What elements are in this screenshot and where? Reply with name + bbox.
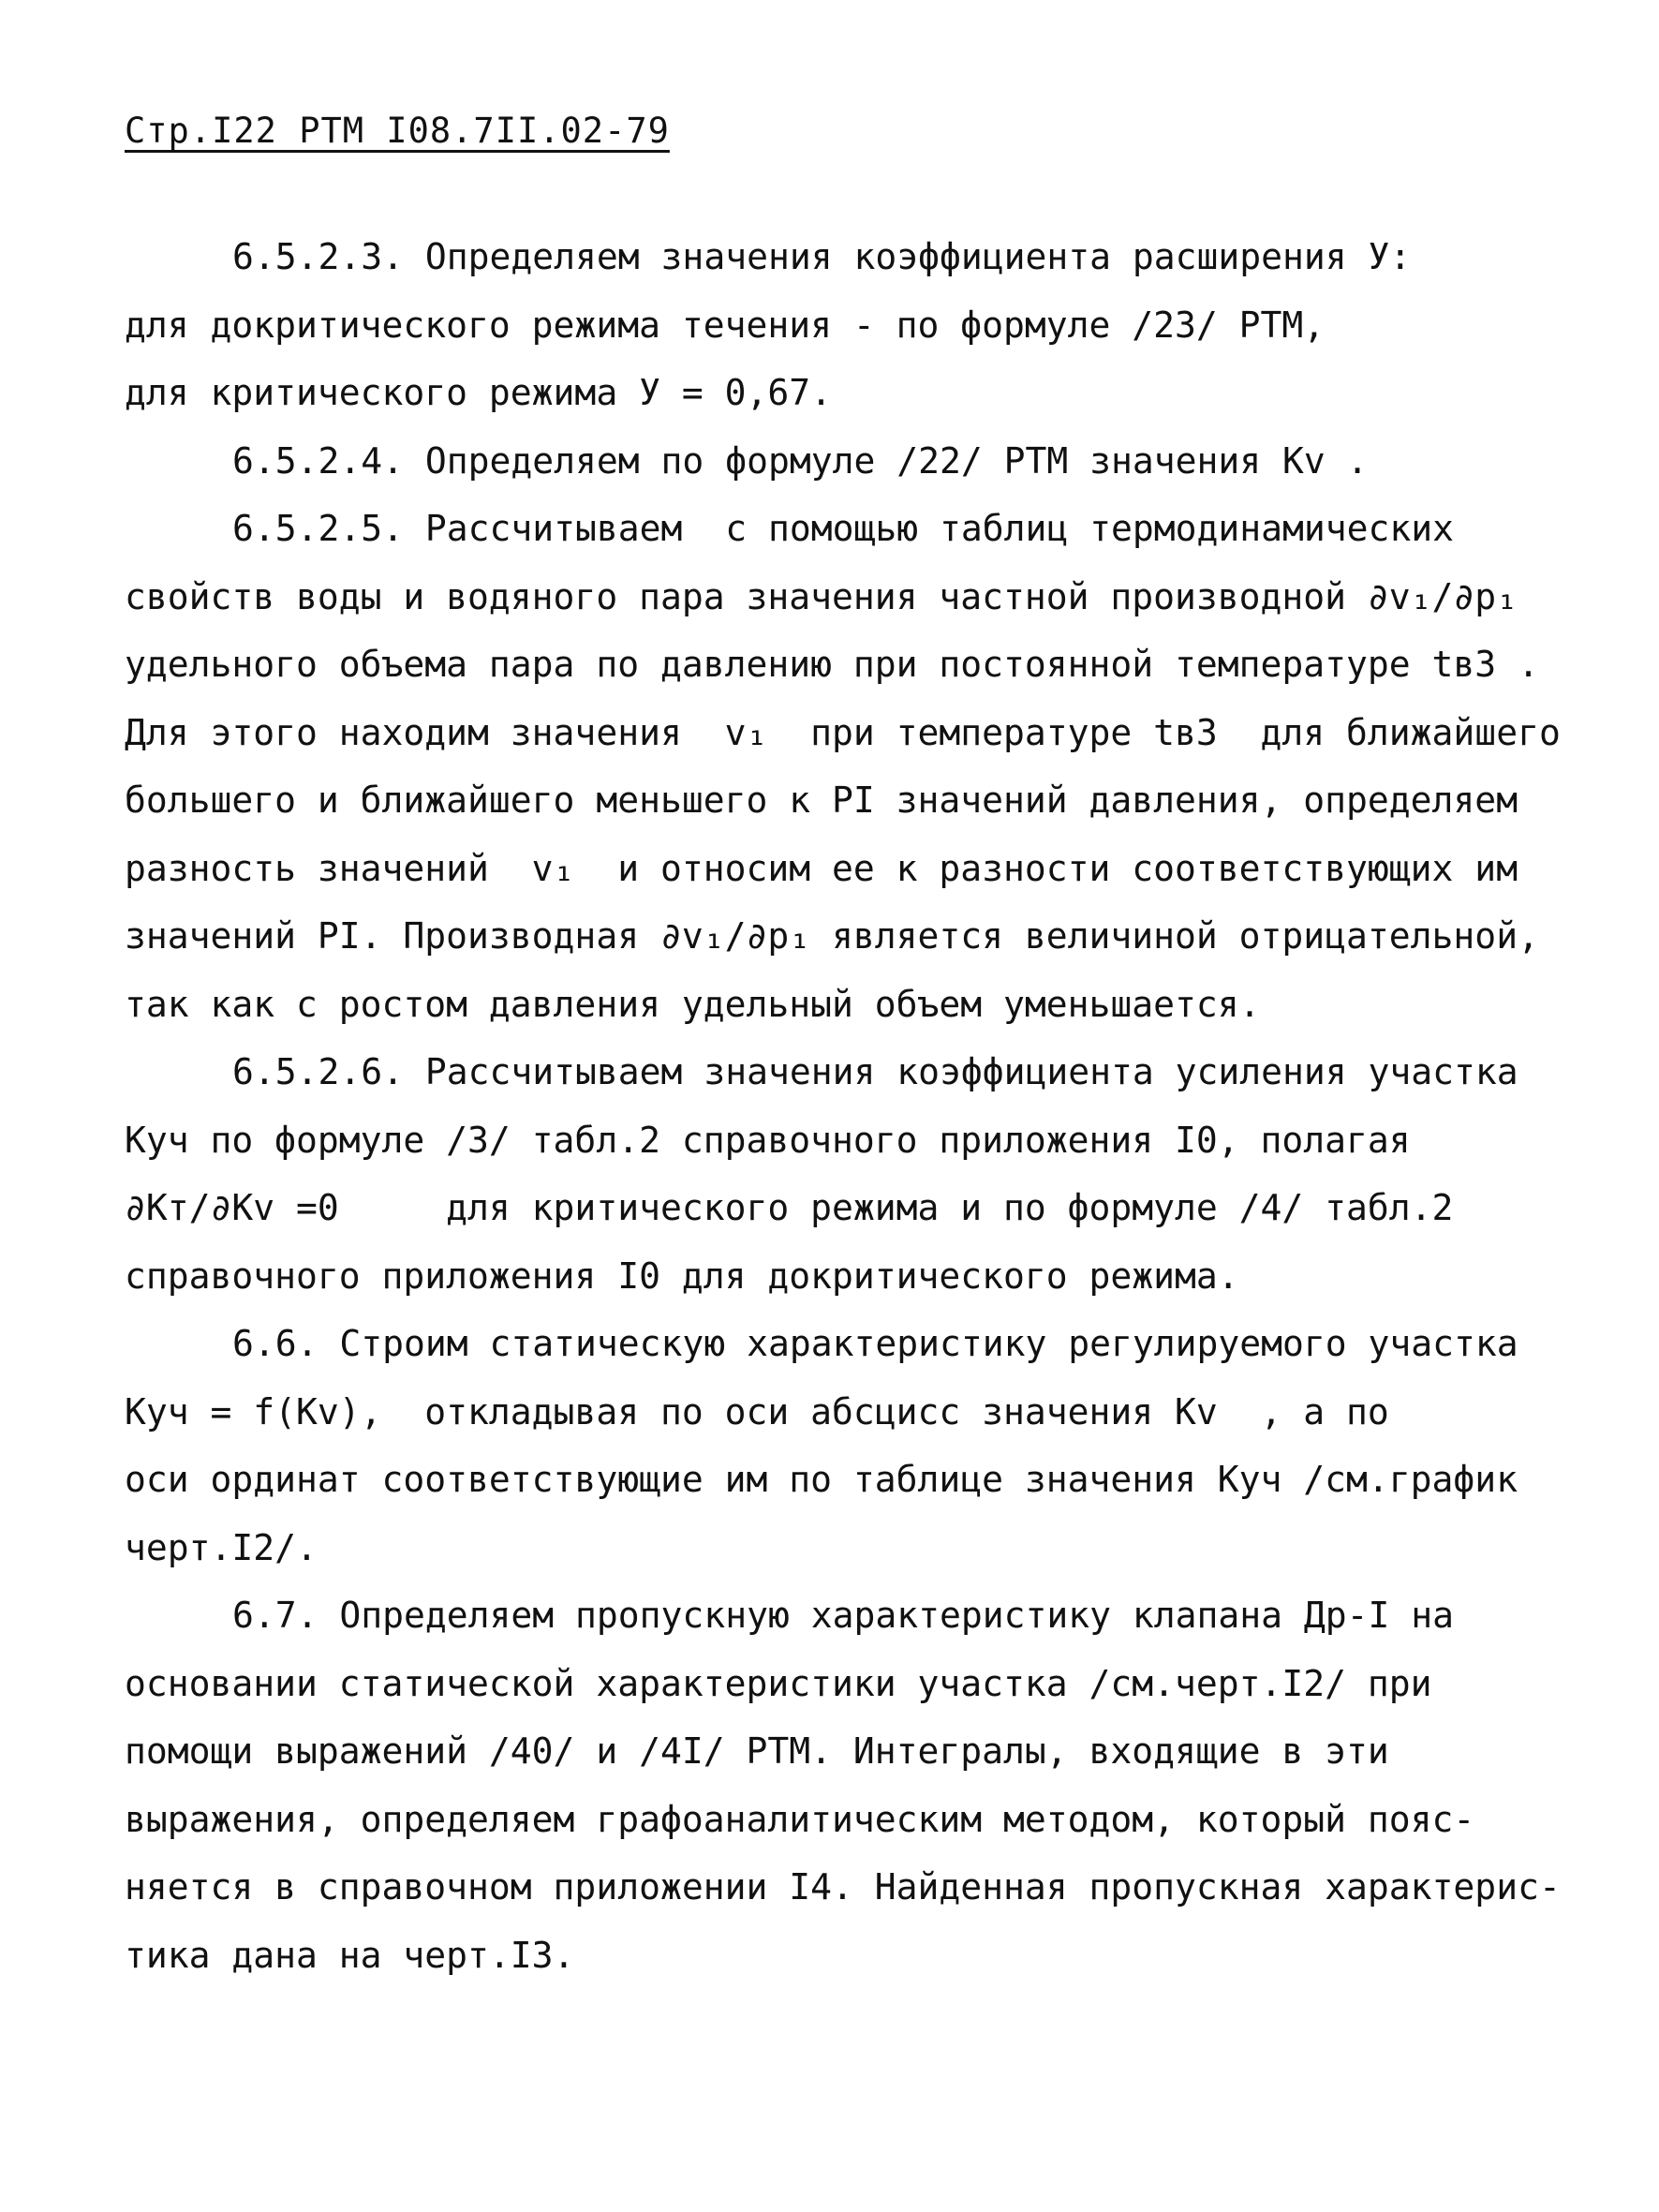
text-line: тика дана на черт.I3.: [125, 1934, 575, 1976]
text-line: 6.5.2.5. Рассчитываем с помощью таблиц термодинамических: [232, 508, 1455, 549]
text-line: 6.5.2.6. Рассчитываем значения коэффициента усиления участка: [232, 1051, 1518, 1092]
text-line: основании статической характеристики участка /см.черт.I2/ при: [125, 1662, 1432, 1704]
text-line: 6.5.2.3. Определяем значения коэффициента расширения У:: [232, 236, 1412, 277]
text-line: свойств воды и водяного пара значения частной производной ∂v₁/∂p₁: [125, 575, 1518, 617]
text-line: значений PI. Производная ∂v₁/∂p₁ является величиной отрицательной,: [125, 915, 1539, 957]
text-line: разность значений v₁ и относим ее к разности соответствующих им: [125, 847, 1518, 889]
text-line: удельного объема пара по давлению при постоянной температуре tв3 .: [125, 644, 1539, 685]
text-line: Для этого находим значения v₁ при температуре tв3 для ближайшего: [125, 711, 1561, 753]
text-line: справочного приложения I0 для докритического режима.: [125, 1254, 1239, 1297]
text-line: 6.6. Строим статическую характеристику регулируемого участка: [232, 1323, 1518, 1364]
paragraph-6-5-2-5: [125, 495, 1561, 1038]
paragraph-6-7: [125, 1581, 1561, 1989]
text-line: Куч = f(Kv), откладывая по оси абсцисс значения Kv , а по: [125, 1390, 1389, 1433]
paragraph-6-6: [125, 1310, 1558, 1581]
text-line: Куч по формуле /3/ табл.2 справочного приложения I0, полагая: [125, 1119, 1411, 1161]
text-line: няется в справочном приложении I4. Найденная пропускная характерис-: [125, 1866, 1561, 1908]
text-line: помощи выражений /40/ и /4I/ РТМ. Интегралы, входящие в эти: [125, 1730, 1389, 1772]
text-line: для докритического режима течения - по формуле /23/ РТМ,: [125, 304, 1326, 346]
text-line: для критического режима У = 0,67.: [125, 372, 832, 413]
text-line: 6.5.2.4. Определяем по формуле /22/ РТМ значения Kv .: [232, 439, 1369, 482]
paragraph-6-5-2-3: [125, 223, 1558, 427]
text-line: выражения, определяем графоаналитическим методом, который пояс-: [125, 1798, 1475, 1840]
text-line: ∂Kт/∂Kv =0 для критического режима и по формуле /4/ табл.2: [125, 1187, 1454, 1228]
text-line: 6.7. Определяем пропускную характеристику клапана Др-I на: [232, 1595, 1455, 1636]
document-body: [125, 223, 1561, 1989]
paragraph-6-5-2-6: [125, 1038, 1558, 1310]
paragraph-6-5-2-4: [125, 427, 1558, 496]
text-line: черт.I2/.: [125, 1526, 318, 1568]
page-header: Стр.I22 РТМ I08.7II.02-79: [125, 111, 670, 151]
text-line: так как с ростом давления удельный объем уменьшается.: [125, 983, 1261, 1025]
text-line: большего и ближайшего меньшего к PI значений давления, определяем: [125, 779, 1518, 821]
text-line: оси ординат соответствующие им по таблице значения Куч /см.график: [125, 1459, 1518, 1500]
